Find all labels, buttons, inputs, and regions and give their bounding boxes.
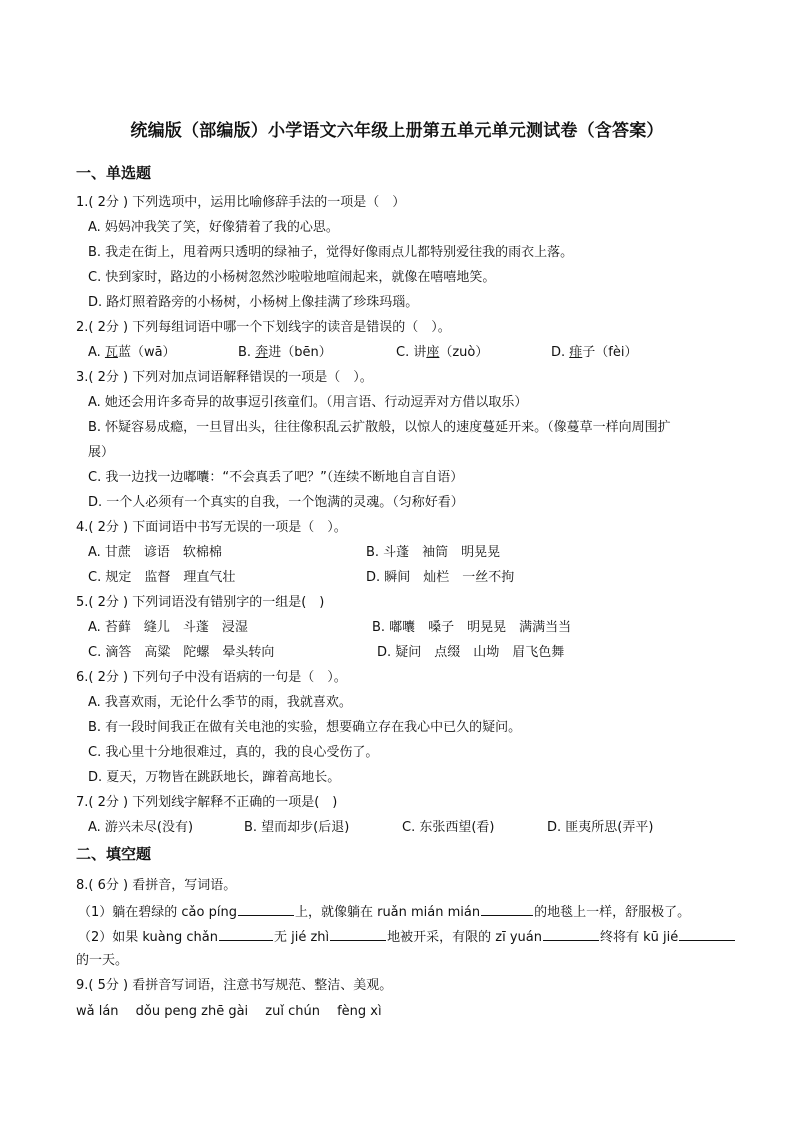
question-6-option-b: B. 有一段时间我正在做有关电池的实验，想要确立存在我心中已久的疑问。 bbox=[88, 720, 522, 735]
underlined-character: 奔 bbox=[255, 345, 269, 360]
question-6-option-d: D. 夏天，万物皆在跳跃地长，蹿着高地长。 bbox=[88, 770, 341, 785]
text-segment: 的地毯上一样，舒服极了。 bbox=[534, 905, 691, 920]
option-text: 子（fèi） bbox=[582, 345, 638, 360]
question-8-stem: 8.( 6分 ) 看拼音，写词语。 bbox=[76, 878, 237, 893]
question-6-stem: 6.( 2分 ) 下列句子中没有语病的一句是（ ）。 bbox=[76, 670, 347, 685]
answer-blank[interactable] bbox=[481, 902, 533, 916]
question-4-option-c: C. 规定 监督 理直气壮 bbox=[88, 570, 236, 585]
question-1-option-c: C. 快到家时，路边的小杨树忽然沙啦啦地喧闹起来，就像在嘻嘻地笑。 bbox=[88, 270, 496, 285]
question-8-line-1 bbox=[78, 902, 690, 922]
text-segment: 地被开采，有限的 zī yuán bbox=[387, 930, 542, 945]
text-segment: （2）如果 kuàng chǎn bbox=[78, 930, 218, 945]
question-7-stem: 7.( 2分 ) 下列划线字解释不正确的一项是( ) bbox=[76, 795, 338, 810]
section-heading-single-choice: 一、单选题 bbox=[76, 164, 152, 182]
section-heading-fill-in: 二、填空题 bbox=[76, 845, 152, 863]
question-7-option-b: B. 望而却步(后退) bbox=[244, 820, 350, 835]
question-8-line-3: 的一天。 bbox=[76, 953, 129, 968]
question-7-option-c: C. 东张西望(看) bbox=[402, 820, 495, 835]
text-segment: 无 jié zhì bbox=[273, 930, 330, 945]
question-9-pinyin-row: wǎ lán dǒu peng zhē gài zuǐ chún fèng xì bbox=[76, 1004, 382, 1019]
question-2-option-b bbox=[238, 344, 332, 362]
underlined-character: 座 bbox=[426, 345, 440, 360]
question-3-option-d: D. 一个人必须有一个真实的自我，一个饱满的灵魂。（匀称好看） bbox=[88, 495, 464, 510]
question-5-stem: 5.( 2分 ) 下列词语没有错别字的一组是( ) bbox=[76, 595, 325, 610]
option-text: 进（bēn） bbox=[268, 345, 332, 360]
underlined-character: 瓦 bbox=[104, 345, 118, 360]
answer-blank[interactable] bbox=[238, 902, 294, 916]
question-4-option-a: A. 甘蔗 谚语 软棉棉 bbox=[88, 545, 222, 560]
question-5-option-c: C. 滴答 高粱 陀螺 晕头转向 bbox=[88, 645, 275, 660]
question-3-option-c: C. 我一边找一边嘟囔：“不会真丢了吧？”（连续不断地自言自语） bbox=[88, 470, 464, 485]
question-8-line-2 bbox=[78, 927, 736, 947]
question-3-stem: 3.( 2分 ) 下列对加点词语解释错误的一项是（ ）。 bbox=[76, 370, 373, 385]
question-3-option-b: B. 怀疑容易成瘾，一旦冒出头，往往像积乱云扩散般，以惊人的速度蔓延开来。（像蔓草一样向周围扩 bbox=[88, 420, 671, 435]
option-text: （zuò） bbox=[439, 345, 489, 360]
text-segment: 终将有 kū jié bbox=[599, 930, 679, 945]
question-1-option-b: B. 我走在街上，甩着两只透明的绿袖子，觉得好像雨点儿都特别爱往我的雨衣上落。 bbox=[88, 245, 574, 260]
question-1-option-d: D. 路灯照着路旁的小杨树，小杨树上像挂满了珍珠玛瑙。 bbox=[88, 295, 419, 310]
option-prefix: B. bbox=[238, 345, 256, 360]
question-5-option-a: A. 苔藓 缝儿 斗蓬 浸湿 bbox=[88, 620, 248, 635]
option-prefix: C. 讲 bbox=[396, 345, 427, 360]
underlined-character: 痱 bbox=[569, 345, 583, 360]
question-3-option-a: A. 她还会用许多奇异的故事逗引孩童们。（用言语、行动逗弄对方借以取乐） bbox=[88, 395, 528, 410]
answer-blank[interactable] bbox=[543, 927, 599, 941]
option-prefix: D. bbox=[551, 345, 570, 360]
option-prefix: A. bbox=[88, 345, 105, 360]
question-3-option-b-continued: 展） bbox=[88, 445, 115, 460]
question-4-stem: 4.( 2分 ) 下面词语中书写无误的一项是（ ）。 bbox=[76, 520, 347, 535]
question-4-option-b: B. 斗蓬 袖筒 明晃晃 bbox=[366, 545, 501, 560]
question-4-option-d: D. 瞬间 灿栏 一丝不拘 bbox=[366, 570, 515, 585]
answer-blank[interactable] bbox=[679, 927, 735, 941]
question-1-stem: 1.( 2分 ) 下列选项中，运用比喻修辞手法的一项是（ ） bbox=[76, 195, 406, 210]
question-5-option-d: D. 疑问 点缀 山坳 眉飞色舞 bbox=[377, 645, 565, 660]
question-6-option-c: C. 我心里十分地很难过，真的，我的良心受伤了。 bbox=[88, 745, 379, 760]
question-2-stem: 2.( 2分 ) 下列每组词语中哪一个下划线字的读音是错误的（ ）。 bbox=[76, 320, 451, 335]
question-7-option-a: A. 游兴未尽(没有) bbox=[88, 820, 194, 835]
text-segment: （1）躺在碧绿的 cǎo píng bbox=[78, 905, 237, 920]
answer-blank[interactable] bbox=[219, 927, 273, 941]
question-2-option-c bbox=[396, 344, 488, 362]
question-9-stem: 9.( 5分 ) 看拼音写词语，注意书写规范、整洁、美观。 bbox=[76, 978, 393, 993]
question-2-option-a bbox=[88, 344, 176, 362]
question-2-option-d bbox=[551, 344, 637, 362]
page-title: 统编版（部编版）小学语文六年级上册第五单元单元测试卷（含答案） bbox=[130, 121, 664, 141]
question-7-option-d: D. 匪夷所思(弄平) bbox=[547, 820, 654, 835]
option-text: 蓝（wā） bbox=[117, 345, 176, 360]
question-1-option-a: A. 妈妈冲我笑了笑，好像猜着了我的心思。 bbox=[88, 220, 339, 235]
answer-blank[interactable] bbox=[330, 927, 386, 941]
text-segment: 上，就像躺在 ruǎn mián mián bbox=[294, 905, 481, 920]
question-6-option-a: A. 我喜欢雨，无论什么季节的雨，我就喜欢。 bbox=[88, 695, 352, 710]
question-5-option-b: B. 嘟囔 嗓子 明晃晃 满满当当 bbox=[372, 620, 572, 635]
